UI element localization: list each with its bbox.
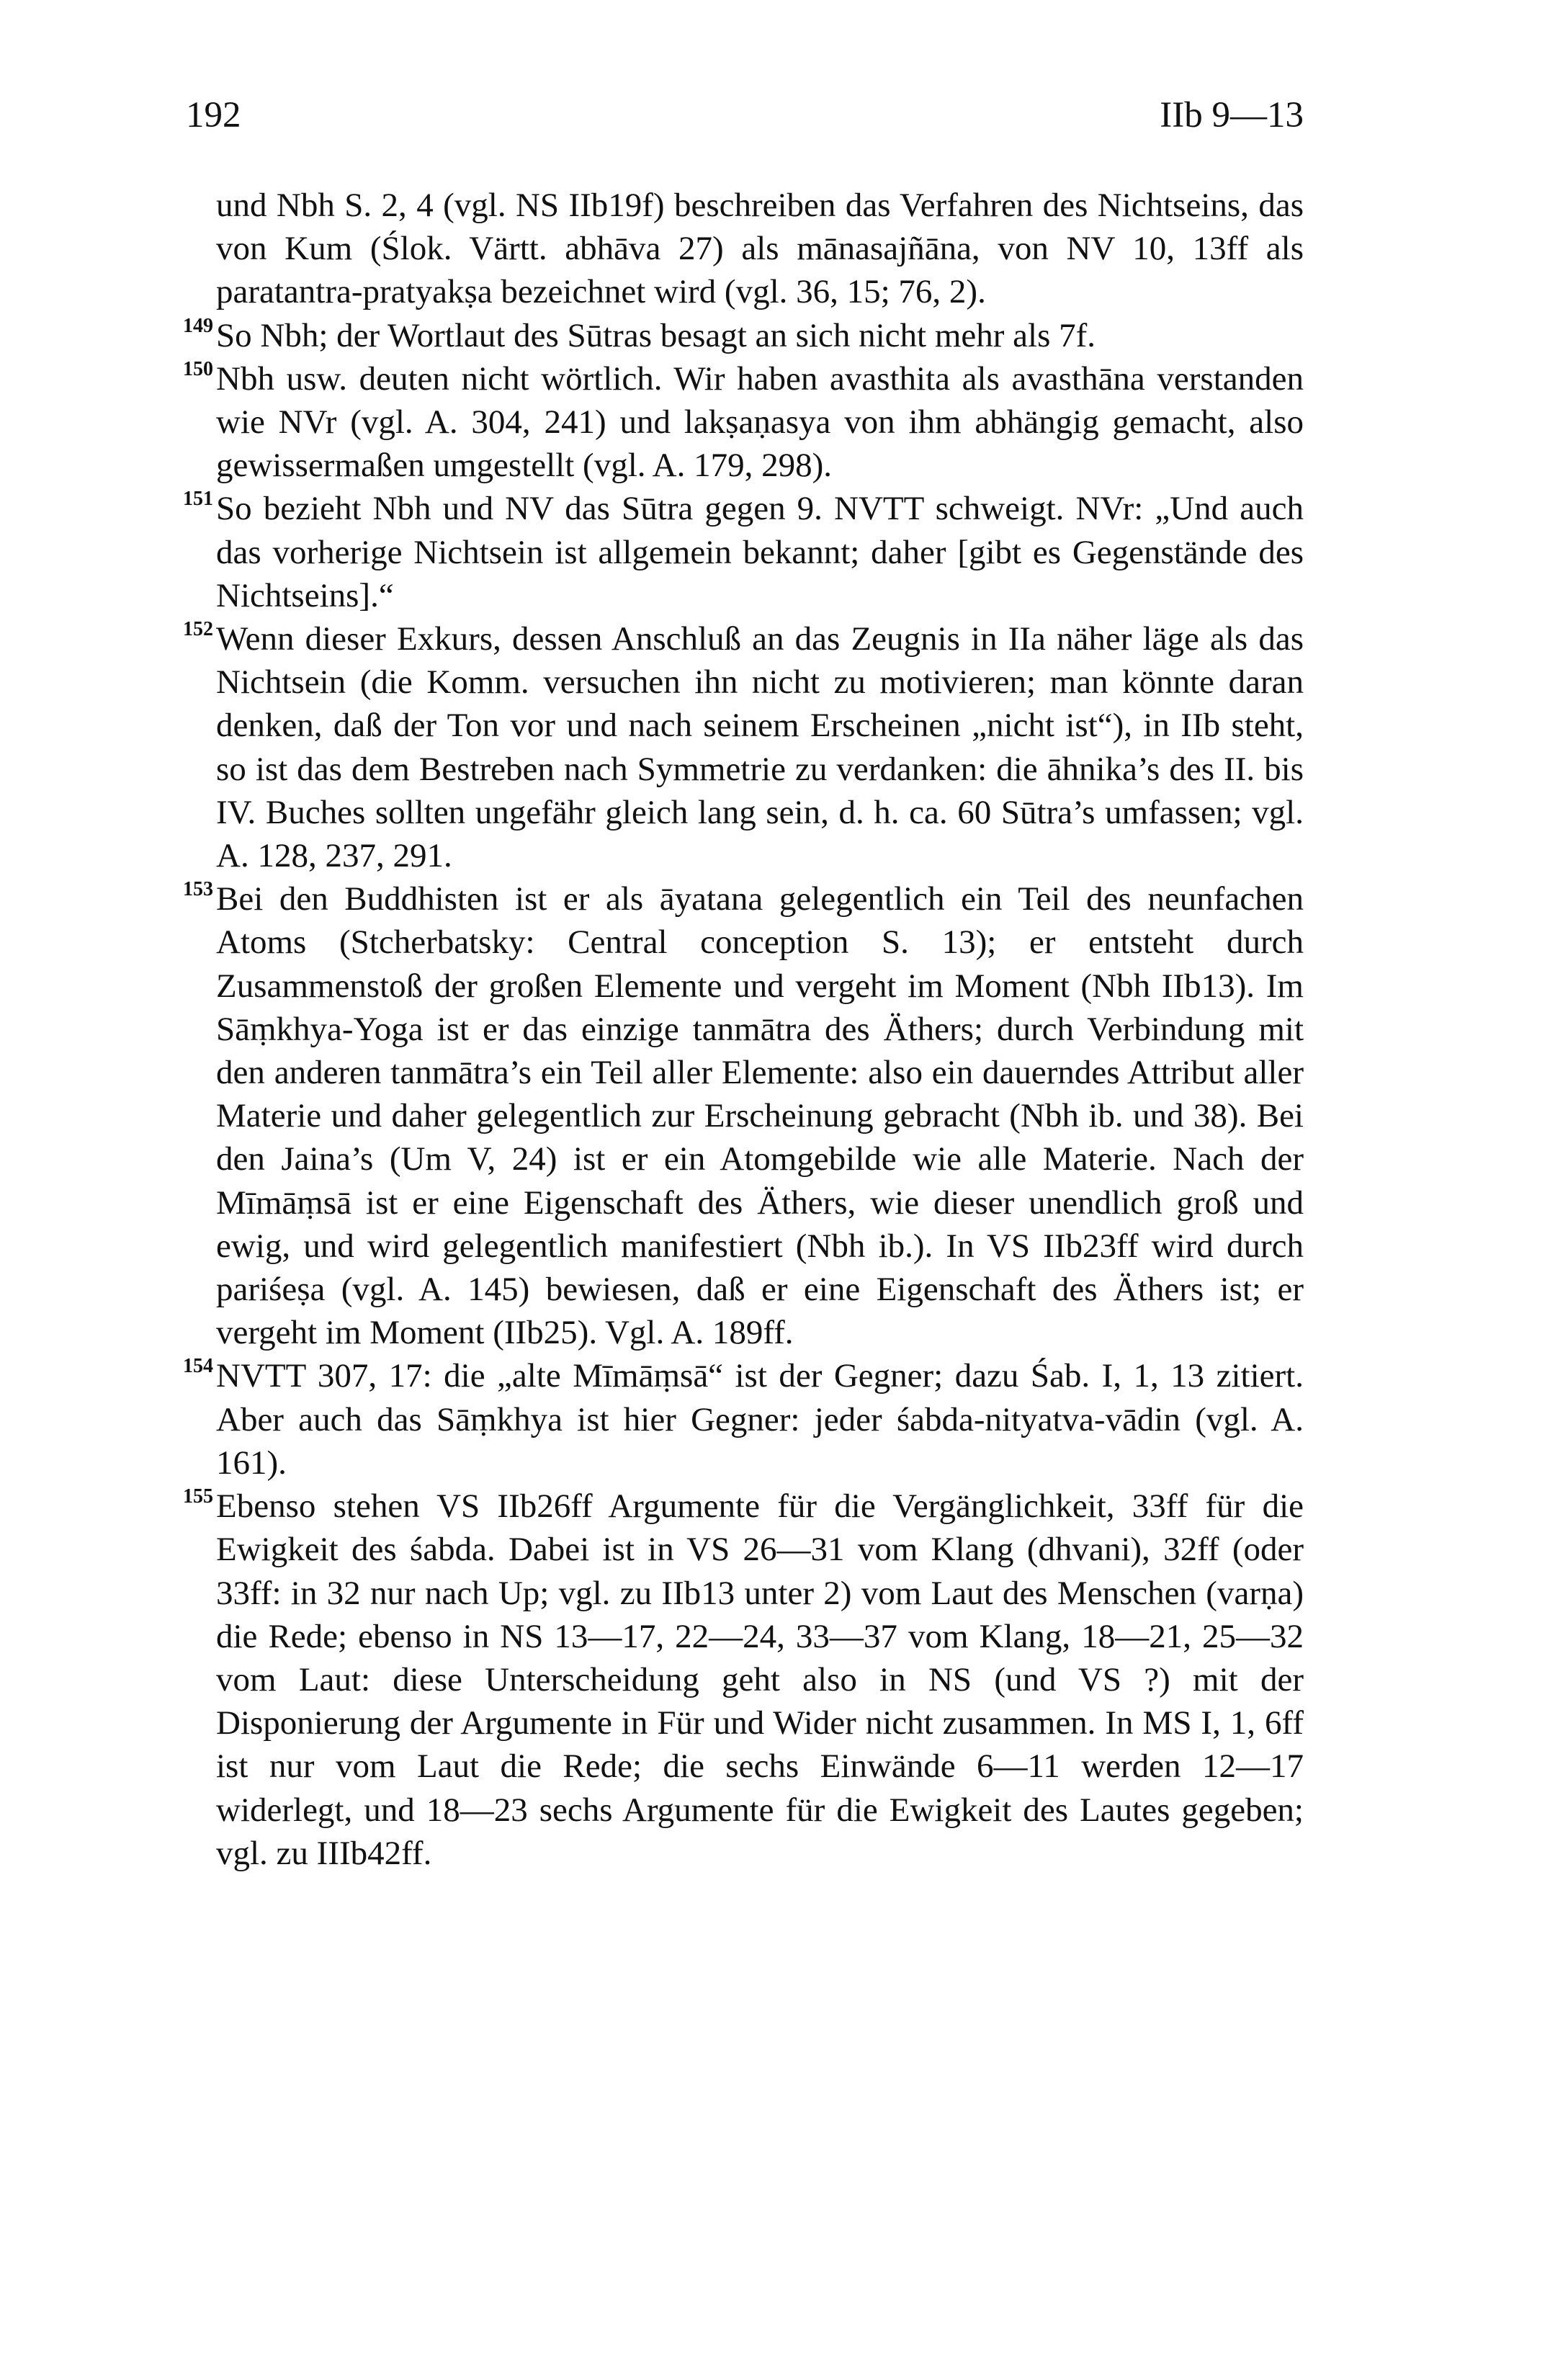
footnote-153 [183, 877, 1304, 1354]
footnote-continuation [186, 184, 1304, 314]
footnote-text: NVTT 307, 17: die „alte Mīmāṃsā“ ist der Gegner; dazu Śab. I, 1, 13 zitiert. Aber auch das Sāṃkhya ist hier Gegner: jeder śabda-nityatva-vādin (vgl. A. 161). [216, 1357, 1304, 1482]
footnote-number: 153 [183, 878, 213, 901]
footnote-154 [183, 1354, 1304, 1485]
footnote-152 [183, 617, 1304, 877]
footnotes [183, 184, 1304, 1875]
footnote-151 [183, 487, 1304, 617]
footnote-number: 154 [183, 1355, 213, 1378]
section-reference: IIb 9—13 [1160, 95, 1304, 135]
footnote-number: 151 [183, 488, 213, 511]
footnote-text: So Nbh; der Wortlaut des Sūtras besagt an sich nicht mehr als 7f. [216, 316, 1096, 354]
footnote-text: So bezieht Nbh und NV das Sūtra gegen 9. NVTT schweigt. NVr: „Und auch das vorherige Nichtsein ist allgemein bekannt; daher [gibt es Gegenstände des Nichtseins].“ [216, 490, 1304, 614]
page-number: 192 [186, 95, 241, 135]
footnote-text: Nbh usw. deuten nicht wörtlich. Wir haben avasthita als avasthāna verstanden wie NVr (vgl. A. 304, 241) und lakṣaṇasya von ihm abhängig gemacht, also gewissermaßen umgestellt (vgl. A. 179, 298). [216, 359, 1304, 485]
footnote-number: 152 [183, 618, 213, 641]
footnote-text: Bei den Buddhisten ist er als āyatana gelegentlich ein Teil des neunfachen Atoms (Stcherbatsky: Central conception S. 13); er entsteht durch Zusammenstoß der großen Elemente und vergeht im Moment (Nbh IIb13). Im Sāṃkhya-Yoga ist er das einzige tanmātra des Äthers; durch Verbindung mit den anderen tanmātra’s ein Teil aller Elemente: also ein dauerndes Attribut aller Materie und daher gelegentlich zur Erscheinung gebracht (Nbh ib. und 38). Bei den Jaina’s (Um V, 24) ist er ein Atomgebilde wie alle Materie. Nach der Mīmāṃsā ist er eine Eigenschaft des Äthers, wie dieser unendlich groß und ewig, und wird gelegentlich manifestiert (Nbh ib.). In VS IIb23ff wird durch pariśeṣa (vgl. A. 145) bewiesen, daß er eine Eigenschaft des Äthers ist; er vergeht im Moment (IIb25). Vgl. A. 189ff. [216, 880, 1304, 1352]
footnote-150 [183, 357, 1304, 488]
footnote-number: 150 [183, 357, 213, 380]
footnote-155 [183, 1485, 1304, 1875]
running-header [186, 90, 1304, 140]
footnote-text: Ebenso stehen VS IIb26ff Argumente für die Vergänglichkeit, 33ff für die Ewigkeit des śabda. Dabei ist in VS 26—31 vom Klang (dhvani), 32ff (oder 33ff: in 32 nur nach Up; vgl. zu IIb13 unter 2) vom Laut des Menschen (varṇa) die Rede; ebenso in NS 13—17, 22—24, 33—37 vom Klang, 18—21, 25—32 vom Laut: diese Unterscheidung geht also in NS (und VS ?) mit der Disponierung der Argumente in Für und Wider nicht zusammen. In MS I, 1, 6ff ist nur vom Laut die Rede; die sechs Einwände 6—11 werden 12—17 widerlegt, und 18—23 sechs Argumente für die Ewigkeit des Lautes gegeben; vgl. zu IIIb42ff. [216, 1487, 1304, 1872]
footnote-text: und Nbh S. 2, 4 (vgl. NS IIb19f) beschreiben das Verfahren des Nichtseins, das von Kum (Ślok. Värtt. abhāva 27) als mānasajñāna, von NV 10, 13ff als paratantra-pratyakṣa bezeichnet wird (vgl. 36, 15; 76, 2). [216, 187, 1304, 311]
footnote-number: 155 [183, 1485, 213, 1508]
footnote-number: 149 [183, 314, 213, 337]
footnote-text: Wenn dieser Exkurs, dessen Anschluß an das Zeugnis in IIa näher läge als das Nichtsein (die Komm. versuchen ihn nicht zu motivieren; man könnte daran denken, daß der Ton vor und nach seinem Erscheinen „nicht ist“), in IIb steht, so ist das dem Bestreben nach Symmetrie zu verdanken: die āhnika’s des II. bis IV. Buches sollten ungefähr gleich lang sein, d. h. ca. 60 Sūtra’s umfassen; vgl. A. 128, 237, 291. [216, 620, 1304, 875]
footnote-149 [183, 314, 1304, 357]
